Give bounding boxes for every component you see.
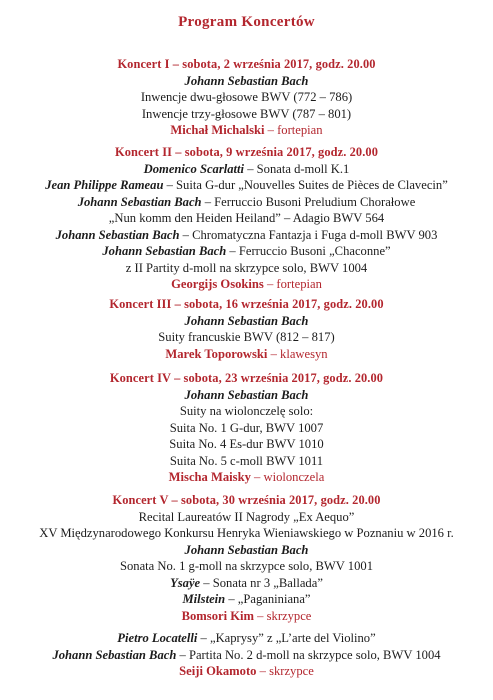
performer-instrument: – wiolonczela [250,470,325,484]
program-line [0,403,493,420]
work-text: Suity francuskie BWV (812 – 817) [158,330,335,344]
work-text: – Partita No. 2 d-moll na skrzypce solo, BWV 1004 [176,647,441,662]
page-title: Program Koncertów [178,14,315,30]
work-text: Suita No. 1 G-dur, BWV 1007 [169,420,324,435]
concert-header: Koncert I – sobota, 2 września 2017, godz. 20.00 [117,57,376,71]
composer-name: Johann Sebastian Bach [55,227,180,242]
program-line [0,558,493,575]
composer-name: Domenico Scarlatti [143,161,245,176]
composer-name: Johann Sebastian Bach [52,647,177,662]
composer-name: Johann Sebastian Bach [184,313,309,328]
performer-instrument: – skrzypce [256,664,314,678]
composer-name: Johann Sebastian Bach [102,244,227,258]
program-line [0,591,493,608]
program-line [0,647,493,664]
composer-name: Ysaÿe [170,575,201,590]
work-text: Recital Laureatów II Nagrody „Ex Aequo” [138,509,355,524]
concert-header: Koncert V – sobota, 30 września 2017, godz. 20.00 [112,493,381,507]
program-line [0,387,493,404]
work-text: – Suita G-dur „Nouvelles Suites de Pièces de Clavecin” [163,178,448,192]
work-text: z II Partity d-moll na skrzypce solo, BWV 1004 [125,260,368,275]
program-line [0,73,493,90]
program-line [0,509,493,526]
composer-name: Milstein [182,592,226,606]
program-line [0,260,493,277]
composer-name: Johann Sebastian Bach [77,194,202,209]
work-text: – „Kaprysy” z „L’arte del Violino” [197,631,376,645]
concert-header: Koncert III – sobota, 16 września 2017, godz. 20.00 [109,297,384,311]
performer-name: Michał Michalski [170,123,265,137]
program-line [0,575,493,592]
concert-block [0,370,493,486]
program-line [0,630,493,647]
program-line [0,542,493,559]
performer-instrument: – fortepian [263,277,322,291]
work-text: Inwencje dwu-głosowe BWV (772 – 786) [140,90,353,104]
program-line [0,106,493,123]
concert-block [0,144,493,293]
composer-name: Pietro Locatelli [117,631,198,645]
performer-instrument: – klawesyn [267,346,328,361]
concert-block [0,296,493,362]
performer-name: Bomsori Kim [181,608,255,623]
program-line [0,194,493,211]
performer-instrument: – skrzypce [254,608,312,623]
composer-name: Johann Sebastian Bach [184,73,309,88]
performer-name: Seiji Okamoto [179,664,257,678]
concert-header: Koncert IV – sobota, 23 września 2017, godz. 20.00 [109,371,384,385]
performer-name: Marek Toporowski [165,346,268,361]
work-text: – Sonata nr 3 „Ballada” [200,575,323,590]
performer-line [0,122,493,139]
performer-line [0,608,493,625]
concert-block [0,492,493,680]
work-text: „Nun komm den Heiden Heiland” – Adagio BWV 564 [108,211,385,225]
work-text: – Ferruccio Busoni „Chaconne” [226,244,391,258]
work-text: – Ferruccio Busoni Preludium Chorałowe [201,194,416,209]
concert-header: Koncert II – sobota, 9 września 2017, godz. 20.00 [114,145,379,159]
work-text: Suita No. 5 c-moll BWV 1011 [169,453,324,468]
work-text: Suity na wiolonczelę solo: [179,404,314,418]
program-line [0,227,493,244]
composer-name: Johann Sebastian Bach [184,542,309,557]
program-line [0,89,493,106]
performer-line [0,276,493,293]
program-line [0,420,493,437]
composer-name: Johann Sebastian Bach [184,387,309,402]
performer-line [0,346,493,363]
program-line [0,453,493,470]
program-line [0,436,493,453]
program-line [0,243,493,260]
performer-name: Mischa Maisky [168,470,251,484]
program-line [0,210,493,227]
program-line [0,177,493,194]
performer-line [0,663,493,680]
work-text: Sonata No. 1 g-moll na skrzypce solo, BWV 1001 [119,559,373,573]
program-line [0,329,493,346]
work-text: – „Paganiniana” [225,592,311,606]
work-text: Suita No. 4 Es-dur BWV 1010 [169,437,324,451]
program-line [0,161,493,178]
program-line [0,313,493,330]
work-text: – Chromatyczna Fantazja i Fuga d-moll BWV 903 [179,227,438,242]
program-line [0,525,493,542]
performer-name: Georgijs Osokins [171,277,264,291]
composer-name: Jean Philippe Rameau [45,178,164,192]
work-text: Inwencje trzy-głosowe BWV (787 – 801) [141,106,352,121]
work-text: – Sonata d-moll K.1 [244,161,350,176]
concert-block [0,56,493,139]
performer-instrument: – fortepian [264,123,323,137]
work-text: XV Międzynarodowego Konkursu Henryka Wieniawskiego w Poznaniu w 2016 r. [39,526,454,540]
performer-line [0,469,493,486]
